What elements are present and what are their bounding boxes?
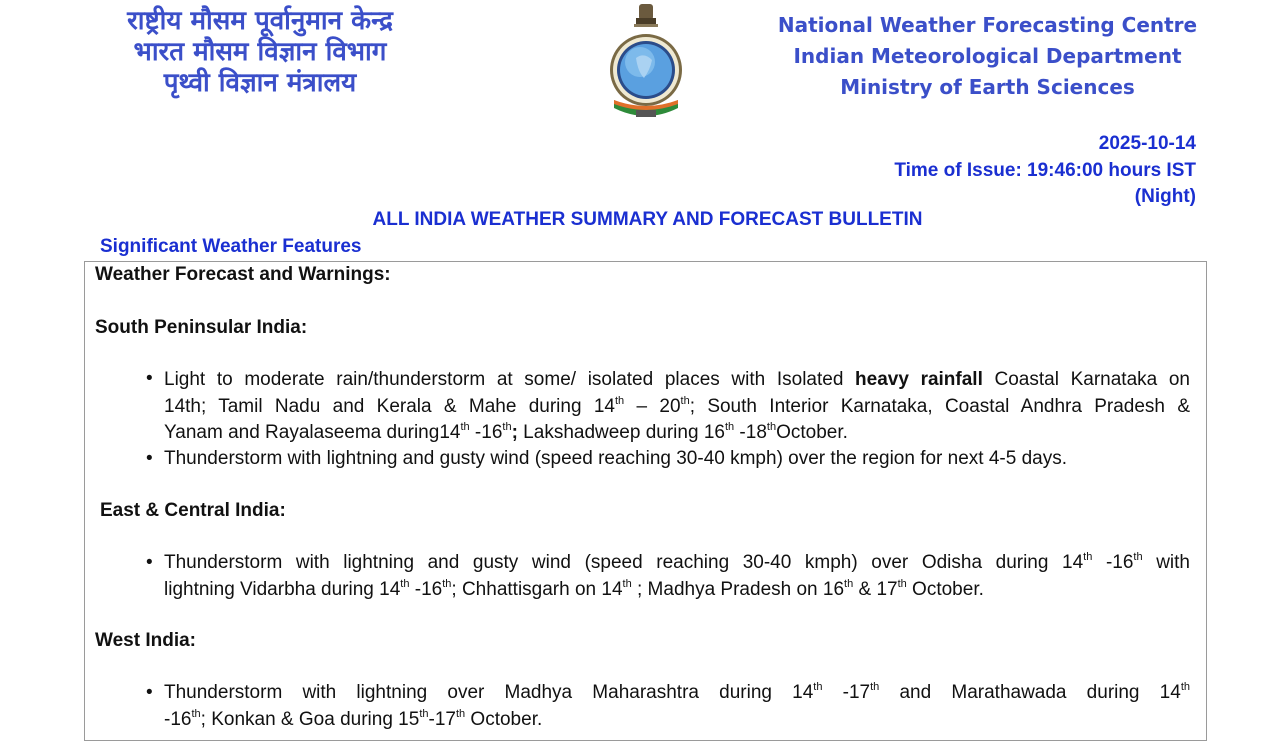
english-header [760,10,1215,103]
imd-emblem-icon [606,0,686,125]
issue-info [894,131,1196,211]
bullet-marker: • [146,368,153,389]
section-title-west: West India: [95,630,196,651]
hindi-line-1: राष्ट्रीय मौसम पूर्वानुमान केन्द्र [127,6,393,36]
issue-date: 2025-10-14 [1098,133,1196,154]
list-item: Light to moderate rain/thunderstorm at some/ isolated places with Isolated heavy rainfall Coastal Karnataka on 14th; Tamil Nadu and Kerala & Mahe during 14th – 20th; South Interior Karnataka, Coastal Andhra Pradesh & Yanam and Rayalaseema during14th -16th; Lakshadweep during 16th -18thOctober. [164,369,1190,443]
section-title-east-central: East & Central India: [100,500,286,521]
list-item: Thunderstorm with lightning and gusty wind (speed reaching 30-40 kmph) over the region for next 4-5 days. [164,448,1067,469]
hindi-line-2: भारत मौसम विज्ञान विभाग [133,37,387,67]
english-line-1: National Weather Forecasting Centre [777,13,1198,37]
english-line-2: Indian Meteorological Department [793,44,1182,68]
list-item: Thunderstorm with lightning over Madhya Maharashtra during 14th -17th and Marathawada during 14th -16th; Konkan & Goa during 15th-17th October. [164,681,1191,730]
english-line-3: Ministry of Earth Sciences [840,75,1135,99]
hindi-header [95,6,425,99]
section-title-south: South Peninsular India: [95,317,308,338]
forecast-heading: Weather Forecast and Warnings: [95,264,391,285]
significant-weather-label: Significant Weather Features [100,236,362,257]
bulletin-title: ALL INDIA WEATHER SUMMARY AND FORECAST BULLETIN [372,209,923,230]
bullet-marker: • [146,682,153,703]
issue-period: (Night) [1134,186,1196,207]
list-item: Thunderstorm with lightning and gusty wind (speed reaching 30-40 kmph) over Odisha during 14th -16th with lightning Vidarbha during 14th -16th; Chhattisgarh on 14th ; Madhya Pradesh on 16th & 17th October. [164,551,1190,600]
bullet-marker: • [146,448,153,469]
issue-time: Time of Issue: 19:46:00 hours IST [894,159,1196,181]
hindi-line-3: पृथ्वी विज्ञान मंत्रालय [163,68,357,98]
bullet-marker: • [146,552,153,573]
